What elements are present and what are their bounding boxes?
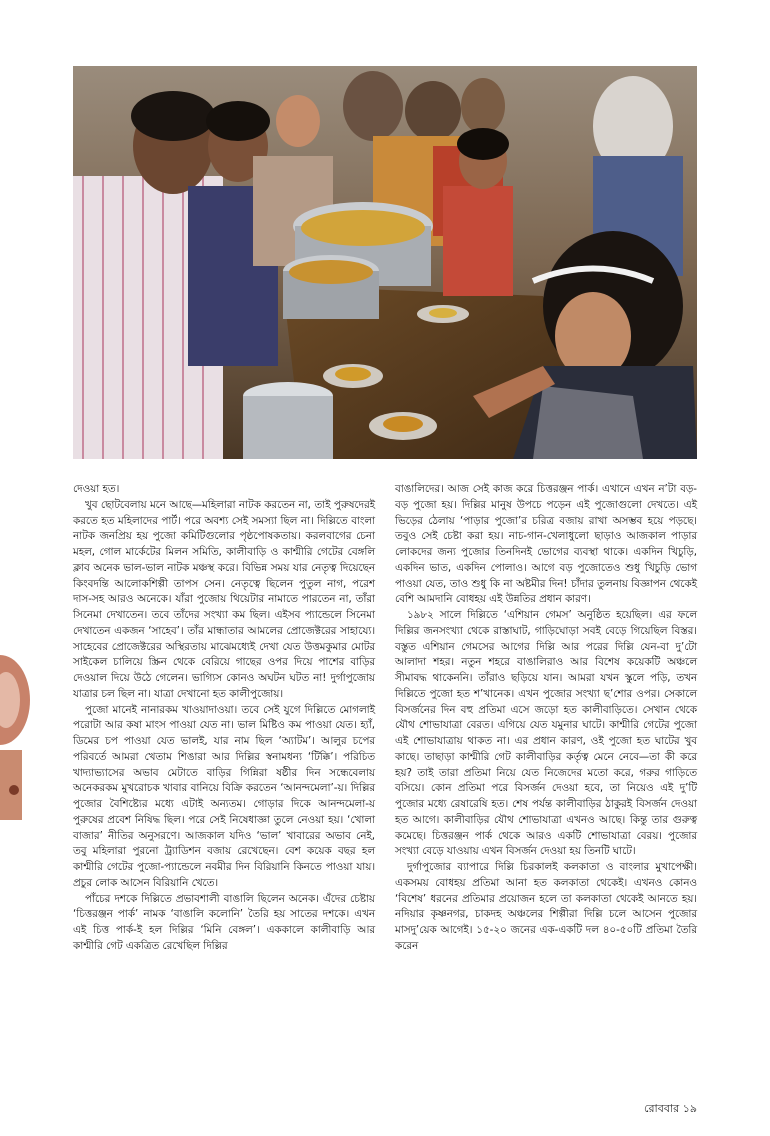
photo-crowd-food-distribution-icon — [73, 66, 697, 459]
paragraph: বাঙালিদের। আজ সেই কাজ করে চিত্তরঞ্জন পার্ক। এখানে এখন ন’টা বড়-বড় পুজো হয়। দিল্লির মানুষ উপচে পড়েন এই পুজোগুলো দেখতে। এই ভিড়ের ঠেলায় ‘পাড়ার পুজো’র চরিত্র বজায় রাখা অসম্ভব হয়ে পড়ছে। তবুও সেই চেষ্টা করা হয়। নাচ-গান-খেলাধুলো ছাড়াও আজকাল পাড়ার লোকদের জন্য পুজোর তিনদিনই ভোগের ব্যবস্থা থাকে। একদিন খিচুড়ি, একদিন ভাত, একদিন পোলাও। আগে বড় পুজোতেও শুধু খিচুড়ি ভোগ পাওয়া যেত, তাও শুধু কি না অষ্টমীর দিন! চাঁদার তুলনায় বিজ্ঞাপন থেকেই বেশি আমদানি বোধহয় এই উন্নতির প্রধান কারণ। — [395, 483, 697, 606]
article-column-right — [395, 482, 697, 955]
paragraph: পাঁচের দশকে দিল্লিতে প্রভাবশালী বাঙালি ছিলেন অনেক। এঁদের চেষ্টায় ‘চিত্তরঞ্জন পার্ক’ নামক ‘বাঙালি কলোনি’ তৈরি হয় সাতের দশকে। এখন এই চিত্ত পার্ক-ই হল দিল্লির ‘মিনি বেঙ্গল’। এককালে কালীবাড়ি আর কাশ্মীরি গেট একত্রিত রেখেছিল দিল্লির — [73, 892, 375, 952]
paragraph: পুজো মানেই নানারকম খাওয়াদাওয়া। তবে সেই যুগে দিল্লিতে মোগলাই পরোটা আর কষা মাংস পাওয়া যেত না। ভাল মিষ্টিও কম পাওয়া যেত। হ্যাঁ, ডিমের চপ পাওয়া যেত ভালই, যার নাম ছিল ‘অ্যাটম’। আলুর চপের পরিবর্তে আমরা খেতাম শিঙারা আর দিল্লির স্বনামধন্য ‘টিক্কি’। পরিচিত খাদ্যাভ্যাসের অভাব মেটাতে বাড়ির গিন্নিরা ষষ্ঠীর দিন সন্ধেবেলায় অনেকরকম মুখরোচক খাবার বানিয়ে বিক্রি করতেন ‘আনন্দমেলা’-য়। দিল্লির পুজোর বৈশিষ্ট্যের মধ্যে এটাই অন্যতম। গোড়ার দিকে আনন্দমেলা-য় পুরুষের প্রবেশ নিষিদ্ধ ছিল। পরে সেই নিষেধাজ্ঞা তুলে নেওয়া হয়। ‘খোলা বাজার’ নীতির অনুসরণে। আজকাল যদিও ‘ভাল’ খাবারের অভাব নেই, তবু মহিলারা পুরনো ট্র্যাডিশন বজায় রেখেছেন। বেশ কয়েক বছর হল কাশ্মীরি গেটের পুজো-প্যান্ডেলে নবমীর দিন বিরিয়ানি কিনতে পাওয়া যায়। প্রচুর লোক আসেন বিরিয়ানি খেতে। — [73, 703, 375, 889]
page-folio: রোববার ১৯ — [644, 1102, 697, 1115]
paragraph: ১৯৮২ সালে দিল্লিতে ‘এশিয়ান গেমস’ অনুষ্ঠিত হয়েছিল। এর ফলে দিল্লির জনসংখ্যা থেকে রাস্তাঘাট, গাড়িঘোড়া সবই বেড়ে গিয়েছিল বিস্তর। বস্তুত এশিয়ান গেমসের আগের দিল্লি আর পরের দিল্লি যেন-বা দু’টো আলাদা শহর। নতুন শহরে বাঙালিরাও আর বিশেষ কয়েকটি অঞ্চলে সীমাবদ্ধ থাকেননি। তাঁরাও ছড়িয়ে যান। আমরা যখন স্কুলে পড়ি, তখন দিল্লিতে পুজো হত শ’খানেক। এখন পুজোর সংখ্যা ছ’শোর ওপর। সেকালে বিসর্জনের দিন বহু প্রতিমা এসে জড়ো হত কালীবাড়িতে। সেখান থেকে যৌথ শোভাযাত্রা বেরত। এগিয়ে যেত যমুনার ঘাটে। কাশ্মীরি গেটের পুজো এই শোভাযাত্রায় থাকত না। এর প্রধান কারণ, ওই পুজো হত ঘাটের খুব কাছে। তাছাড়া কাশ্মীরি গেট কালীবাড়ির কর্তৃত্ব মেনে নেবে—তা কী করে হয়? তাই তারা প্রতিমা নিয়ে যেত নিজেদের মতো করে, গরুর গাড়িতে বসিয়ে। কোন প্রতিমা পরে বিসর্জন দেওয়া হবে, তা নিয়েও এই দু’টি পুজোর মধ্যে রেষারেষি হত। শেষ পর্যন্ত কালীবাড়ির ঠাকুরই বিসর্জন দেওয়া হত আগে। কালীবাড়ির যৌথ শোভাযাত্রা এখনও আছে। কিন্তু তার গুরুত্ব কমেছে। চিত্তরঞ্জন পার্ক থেকে আরও একটি শোভাযাত্রা বেরয়। পুজোর সংখ্যা বেড়ে যাওয়ায় এখন বিসর্জন দেওয়া হয় তিনটি ঘাটে। — [395, 609, 697, 858]
article-column-left — [73, 482, 375, 955]
paragraph: খুব ছোটবেলায় মনে আছে—মহিলারা নাটক করতেন না, তাই পুরুষদেরই করতে হত মহিলাদের পার্ট। পরে অবশ্য সেই সমস্যা ছিল না। দিল্লিতে বাংলা নাটক জনপ্রিয় হয় পুজো কমিটিগুলোর পৃষ্ঠপোষকতায়। করলবাগের চেনা মহল, গোল মার্কেটের মিলন সমিতি, কালীবাড়ি ও কাশ্মীরি গেটের বেঙ্গলি ক্লাব অনেক ভাল-ভাল নাটক মঞ্চস্থ করে। বিভিন্ন সময় যার নেতৃত্ব দিয়েছেন কিংবদন্তি আলোকশিল্পী তাপস সেন। নেতৃত্বে ছিলেন পুতুল নাগ, পরেশ দাস-সহ আরও অনেকে। যাঁরা পুজোয় থিয়েটার নামাতে পারতেন না, তাঁরা সিনেমা দেখাতেন। তবে তাঁদের সংখ্যা কম ছিল। এইসব প্যান্ডেলে সিনেমা দেখাতেন একজন ‘সাহেব’। তাঁর মান্ধাতার আমলের প্রোজেক্টরের সাহায্যে। সাহেবের প্রোজেক্টরের অস্থিরতায় মাঝেমধ্যেই দেখা যেত উত্তমকুমার মোটর সাইকেল চালিয়ে স্ক্রিন থেকে বেরিয়ে গাছের ওপর দিয়ে পাশের বাড়ির দেওয়াল দিয়ে উঠে গেলেন। ভাগ্যিস কোনও অঘটন ঘটত না! দুর্গাপুজোয় যাত্রার চল ছিল না। যাত্রা দেখানো হত কালীপুজোয়। — [73, 498, 375, 700]
article-photo — [73, 66, 697, 459]
paragraph: দেওয়া হত। — [73, 483, 120, 495]
paragraph: দুর্গাপুজোর ব্যাপারে দিল্লি চিরকালই কলকাতা ও বাংলার মুখাপেক্ষী। একসময় বোধহয় প্রতিমা আনা হত কলকাতা থেকেই। এখনও কোনও ‘বিশেষ’ ধরনের প্রতিমার প্রয়োজন হলে তা কলকাতা থেকেই আনতে হয়। নদিয়ার কৃষ্ণনগর, চাকদহ অঞ্চলের শিল্পীরা দিল্লি চলে আসেন পুজোর মাসদু’য়েক আগেই। ১৫-২০ জনের এক-একটি দল ৪০-৫০টি প্রতিমা তৈরি করেন — [395, 861, 697, 952]
edge-decoration-icon — [0, 640, 34, 840]
